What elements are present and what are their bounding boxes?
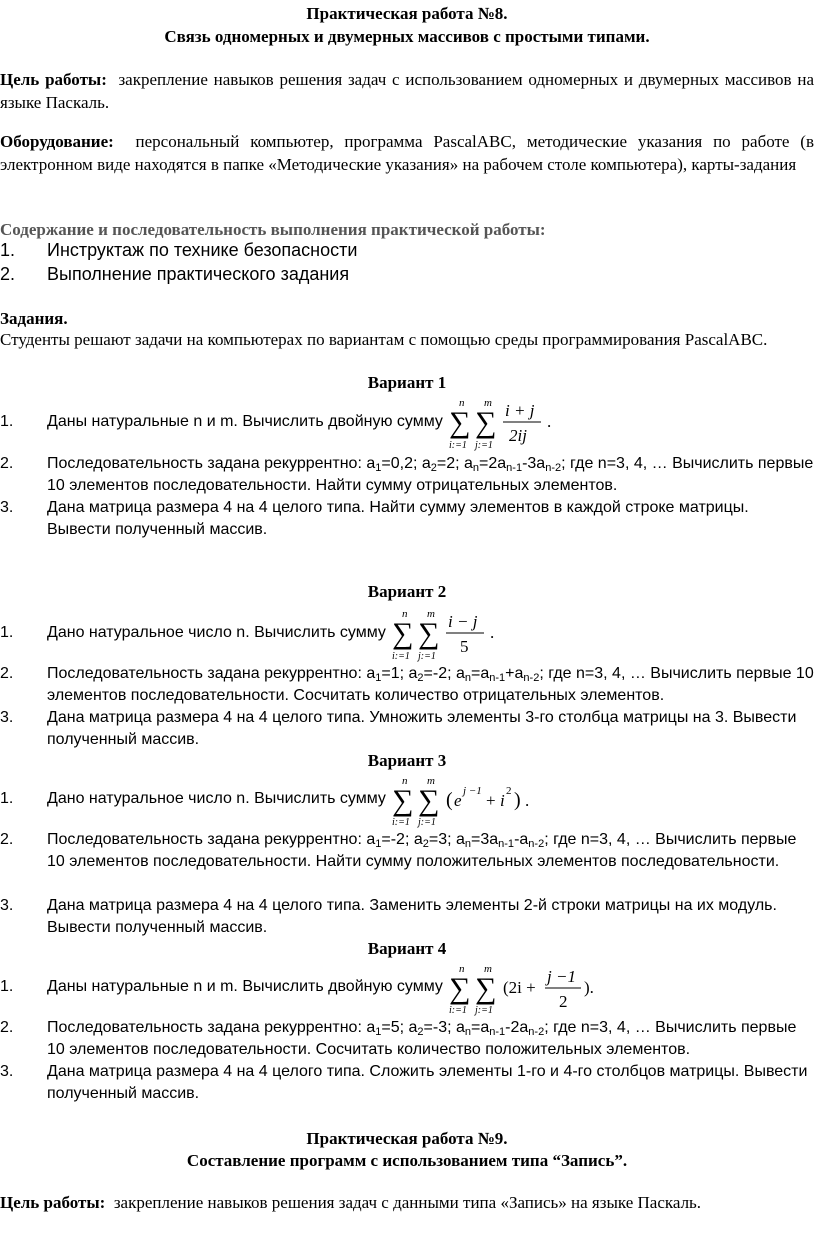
inner-upper: m [426, 775, 435, 787]
formula-tail: . [524, 791, 530, 810]
variant-1-task-1 [0, 392, 814, 452]
tasks-heading: Задания. [0, 309, 68, 328]
sigma-inner-icon: ∑ [417, 784, 440, 817]
pw8-equipment [0, 130, 814, 176]
variant-2-task-1 [0, 603, 814, 663]
pw9-goal [0, 1191, 814, 1214]
task-num: 2. [0, 1019, 14, 1036]
task-num: 2. [0, 831, 14, 848]
variant-4-task-2 [0, 1017, 814, 1061]
formula-tail: . [546, 412, 552, 431]
inner-lower: j:=1 [474, 1005, 493, 1016]
pw9-title: Практическая работа №9. [306, 1129, 508, 1148]
double-sum-formula [390, 770, 540, 828]
task-text: Последовательность задана рекуррентно: $a_1=-2$; $a_2=3$; $a_n=3a_{n-1}-a_{n-2}$; где n=3, 4, … Вычислить первые 10 элементов последовательности. Найти сумму положительных элементов последовательности. [47, 831, 797, 870]
step-1 [0, 238, 814, 262]
exponent-i: 2 [505, 785, 512, 797]
plus-sign: + [485, 791, 496, 810]
inner-upper: m [483, 963, 492, 975]
step-2 [0, 262, 814, 286]
task-num: 2. [0, 455, 14, 472]
sigma-outer-icon: ∑ [391, 784, 414, 817]
pw8-title: Практическая работа №8. [306, 4, 508, 23]
variant-3-task-3 [0, 895, 814, 939]
task-num: 3. [0, 1063, 14, 1080]
task-text: Даны натуральные n и m. Вычислить двойную сумму [47, 413, 443, 430]
numerator: i + j [504, 401, 535, 420]
outer-upper: n [458, 397, 465, 409]
sigma-inner-icon: ∑ [474, 406, 497, 439]
task-num: 3. [0, 499, 14, 516]
task-num: 3. [0, 897, 14, 914]
pw8-goal [0, 68, 814, 114]
task-text: Дано натуральное число n. Вычислить сумму [47, 790, 386, 807]
formula-lead: (2i + [502, 978, 536, 997]
numerator: j −1 [546, 967, 576, 986]
pw9-subtitle: Составление программ с использованием типа “Запись”. [186, 1151, 628, 1170]
sigma-outer-icon: ∑ [448, 972, 471, 1005]
goal-label: Цель работы: [0, 70, 107, 89]
sigma-outer-icon: ∑ [448, 406, 471, 439]
task-text: Дана матрица размера 4 на 4 целого типа. Найти сумму элементов в каждой строке матрицы. Вывести полученный массив. [47, 499, 749, 538]
outer-upper: n [458, 963, 465, 975]
denominator: 2ij [508, 426, 527, 445]
sigma-inner-icon: ∑ [474, 972, 497, 1005]
inner-lower: j:=1 [417, 651, 436, 662]
variant-2-task-3 [0, 707, 814, 751]
task-text: Последовательность задана рекуррентно: $a_1=1$; $a_2=-2$; $a_n=a_{n-1}+a_{n-2}$; где n=3, 4, … Вычислить первые 10 элементов последовательности. Сосчитать количество отрицательных элементов. [47, 665, 814, 704]
exponent-e: j −1 [462, 785, 482, 797]
goal-text: закрепление навыков решения задач с использованием одномерных и двумерных массивов на языке Паскаль. [0, 70, 815, 112]
formula-tail: . [489, 623, 495, 642]
variant-3-task-1 [0, 770, 814, 828]
double-sum-formula [447, 392, 567, 452]
task-num: 1. [0, 413, 14, 430]
formula-tail: ). [583, 978, 594, 997]
step-num: 1. [0, 240, 16, 260]
equipment-text: персональный компьютер, программа PascalABC, методические указания по работе (в электронном виде находятся в папке «Методические указания» на рабочем столе компьютера), карты-задания [0, 132, 814, 174]
base-e: e [453, 791, 462, 810]
variant-2-title: Вариант 2 [367, 582, 447, 601]
step-text: Инструктаж по технике безопасности [47, 240, 358, 260]
goal-text: закрепление навыков решения задач с данными типа «Запись» на языке Паскаль. [113, 1193, 702, 1212]
variant-1-task-2 [0, 453, 814, 497]
variant-3-title: Вариант 3 [367, 751, 447, 770]
task-text: Дано натуральное число n. Вычислить сумму [47, 624, 386, 641]
goal-label: Цель работы: [0, 1193, 106, 1212]
outer-upper: n [401, 775, 408, 787]
variant-4-task-1 [0, 958, 814, 1016]
content-heading: Содержание и последовательность выполнения практической работы: [0, 220, 546, 239]
task-text: Последовательность задана рекуррентно: $a_1=0,2$; $a_2=2$; $a_n=2a_{n-1}-3a_{n-2}$; где n=3, 4, … Вычислить первые 10 элементов последовательности. Найти сумму отрицательных элементов. [47, 455, 814, 494]
task-num: 2. [0, 665, 14, 682]
task-text: Дана матрица размера 4 на 4 целого типа. Сложить элементы 1-го и 4-го столбцов матрицы. Вывести полученный массив. [47, 1063, 808, 1102]
task-text: Дана матрица размера 4 на 4 целого типа. Умножить элементы 3-го столбца матрицы на 3. Вывести полученный массив. [47, 709, 797, 748]
tasks-intro: Студенты решают задачи на компьютерах по вариантам с помощью среды программирования PascalABC. [0, 330, 768, 349]
variant-2-task-2 [0, 663, 814, 707]
inner-lower: j:=1 [417, 817, 436, 828]
variant-1-task-3 [0, 497, 814, 541]
task-num: 1. [0, 790, 14, 807]
step-num: 2. [0, 264, 16, 284]
task-text: Даны натуральные n и m. Вычислить двойную сумму [47, 978, 443, 995]
base-i: i [499, 791, 505, 810]
sigma-inner-icon: ∑ [417, 617, 440, 650]
denominator: 5 [459, 637, 469, 656]
task-text: Дана матрица размера 4 на 4 целого типа. Заменить элементы 2-й строки матрицы на их модуль. Вывести полученный массив. [47, 897, 777, 936]
double-sum-formula [390, 603, 510, 663]
pw8-subtitle: Связь одномерных и двумерных массивов с простыми типами. [164, 27, 650, 46]
sigma-outer-icon: ∑ [391, 617, 414, 650]
inner-upper: m [483, 397, 492, 409]
variant-1-title: Вариант 1 [367, 373, 447, 392]
task-num: 3. [0, 709, 14, 726]
task-text: Последовательность задана рекуррентно: $a_1=5$; $a_2=-3$; $a_n=a_{n-1}-2a_{n-2}$; где n=3, 4, … Вычислить первые 10 элементов последовательности. Сосчитать количество положительных элементов. [47, 1019, 797, 1058]
outer-lower: i:=1 [448, 440, 467, 451]
task-num: 1. [0, 978, 14, 995]
close-paren: ) [513, 789, 521, 811]
step-text: Выполнение практического задания [47, 264, 350, 284]
outer-lower: i:=1 [391, 817, 410, 828]
variant-4-task-3 [0, 1061, 814, 1105]
inner-upper: m [426, 608, 435, 620]
equipment-label: Оборудование: [0, 132, 114, 151]
inner-lower: j:=1 [474, 440, 493, 451]
open-paren: ( [445, 789, 453, 811]
variant-4-title: Вариант 4 [367, 939, 447, 958]
variant-3-task-2 [0, 829, 814, 873]
outer-lower: i:=1 [391, 651, 410, 662]
outer-upper: n [401, 608, 408, 620]
outer-lower: i:=1 [448, 1005, 467, 1016]
numerator: i − j [447, 612, 478, 631]
task-num: 1. [0, 624, 14, 641]
denominator: 2 [558, 992, 568, 1011]
double-sum-formula [447, 958, 607, 1016]
